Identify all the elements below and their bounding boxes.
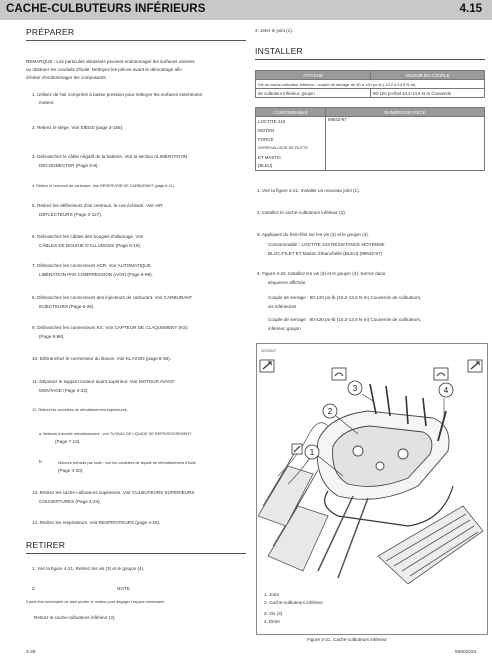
torque-icon <box>434 368 448 380</box>
torque-spec: Couple de serrage : 90-120 po-lb (10,2-13,6 N·m) Couvercle de culbuteurs, <box>268 295 422 300</box>
remarque-line: REMARQUE : Les particules abrasives peuvent endommager les surfaces usinées <box>26 59 195 64</box>
page-number: 4-28 <box>26 650 36 655</box>
figure-caption: Figure 4-21. Cache-culbuteurs inférieur <box>307 637 387 642</box>
step-text: 4. Retirez le réservoir de carburant. Voir RÉSERVOIR DE CARBURANT (page 6-11). <box>32 184 175 188</box>
section-rule <box>26 553 246 554</box>
document-number: 94001024 <box>455 650 477 655</box>
table-cell: FORCE <box>256 135 326 144</box>
section-title-installer: INSTALLER <box>255 46 303 56</box>
step-text: Consommable : LOCTITE 243 RÉSISTANCE MOYENNE <box>268 242 385 247</box>
step-text: 5. Retirez les déflecteurs d'air centraux, le cas échéant. Voir AIR <box>32 203 163 208</box>
table-header: NUMÉRO DE PIÈCE <box>326 108 485 117</box>
figure-code: 1170017 <box>261 348 277 353</box>
table-cell: ET MASTIC <box>256 153 326 162</box>
section-rule <box>26 40 246 41</box>
step-text: LIBÉRATION PAR COMPRESSION (ACR) (Page 6-99). <box>39 272 153 277</box>
step-text: 2. Retirez le siège. Voir SIÈGE (page 3-156). <box>32 125 124 130</box>
callout-label: 1 <box>309 448 315 457</box>
table-cell: (BLEU) <box>256 162 326 171</box>
step-text: 11. Déposez le support moteur avant supérieur. Voir MOTEUR AVANT <box>32 379 175 384</box>
tool-icon-left <box>260 360 274 372</box>
remarque-line: d'éviter d'endommager les composants. <box>26 75 107 80</box>
note-text: Il peut être nécessaire de faire pivoter le moteur pour dégager l'espace nécessaire. <box>26 600 166 604</box>
figure-legend-item: 2. Cache-culbuteurs inférieur <box>264 600 323 605</box>
table-cell: de culbuteur inférieur, goujon <box>256 89 371 98</box>
step-text: 3. Appliquez du frein-filet sur les vis (3) et le goujon (4). <box>257 232 370 237</box>
table-header: CONSOMMABLE <box>256 108 326 117</box>
consumable-table <box>255 107 485 171</box>
substep-text: a. Moteurs à double refroidissement : voir TUYAUX DE LIQUIDE DE REFROIDISSEMENT <box>39 432 192 436</box>
step-text: 9. Débranchez les connecteurs KS. Voir CAPTEUR DE CLAQUEMENT (KS) <box>32 325 188 330</box>
torque-table <box>255 70 485 98</box>
step-text: 4. Figure 4-22. Installez les vis (3) et le goujon (4). Serrez dans <box>257 271 386 276</box>
torque-spec: inférieur, goujon <box>268 326 301 331</box>
section-title-retirer: RETIRER <box>26 540 66 550</box>
step-number: 2. <box>32 586 36 591</box>
table-header: ATTACHE <box>256 71 371 80</box>
substep-text: (Page 7-13). <box>55 439 81 444</box>
table-cell: LOCTITE 243 <box>256 117 326 126</box>
table-cell: Vis du cache-culbuteur inférieur : couple de serrage de 90 à 120 po-lb ( 10,2 à 13,6 N·m), <box>256 80 485 89</box>
step-text: 1. Utilisez de l'air comprimé à basse pression pour nettoyer les surfaces extérieures <box>32 92 203 97</box>
callout-label: 2 <box>327 407 333 416</box>
substep-text: (Page 4-20). <box>58 468 84 473</box>
figure-legend-item: 3. Vis (4) <box>264 611 283 616</box>
substep-text: Moteurs refroidis par huile : voir les conduites de liquide de refroidissement d'huile <box>58 461 196 465</box>
step-text: 13. Retirez les cache-culbuteurs supérieurs. Voir CULBUTEURS SUPÉRIEURS <box>32 490 195 495</box>
figure-legend-item: 4. Étrier <box>264 619 281 624</box>
step-text: INJECTEURS (Page 6-26). <box>39 304 95 309</box>
page-section-number: 4.15 <box>459 3 482 15</box>
step-text: 12. Retirez les conduites de refroidissement supérieures. <box>32 408 128 412</box>
callout-label: 4 <box>443 386 449 395</box>
rocker-cover <box>317 411 449 499</box>
torque-spec: vis inférieures <box>268 304 297 309</box>
step-text: 6. Débranchez les câbles des bougies d'allumage. Voir <box>32 234 144 239</box>
pushrods <box>318 496 368 578</box>
step-text: COUVERTURES (Page 4-24). <box>39 499 101 504</box>
step-text: séquence affichée. <box>268 280 307 285</box>
table-cell: VERROUILLEUR DE FILETS <box>256 144 326 153</box>
step-text: DÉCONNECTER (Page 8-8). <box>39 163 99 168</box>
table-cell: 90-120 po-lbsl 10,2-13,6 N·m Couvercle <box>371 89 485 98</box>
step-text: Retirez le cache-culbuteurs inférieur (2). <box>34 615 116 620</box>
table-cell: MOYEN <box>256 126 326 135</box>
callout-3 <box>348 381 373 401</box>
substep-letter: b. <box>39 459 43 464</box>
step-text: DÉFLECTEURS (Page 3-127). <box>39 212 103 217</box>
page-title: CACHE-CULBUTEURS INFÉRIEURS <box>6 3 206 15</box>
engine-illustration <box>258 356 486 588</box>
torque-spec: Couple de serrage : 90-120 po-lb (10,2-13,6 N·m) Couvercle de culbuteurs, <box>268 317 422 322</box>
tool-icon-right <box>468 360 482 372</box>
step-text: MONTAGE (Page 4-22). <box>39 388 89 393</box>
step-text: moteur. <box>39 100 55 105</box>
step-text: BLOC-FILET ET Mastic d'étanchéité (BLEU) (99642-97) <box>268 251 383 256</box>
torque-icon <box>332 368 346 380</box>
note-label: NOTE <box>117 586 130 591</box>
table-header: VALEUR DU COUPLE <box>371 71 485 80</box>
figure-legend-item: 1. Joint <box>264 592 279 597</box>
table-cell: 99642-97 <box>326 117 485 171</box>
step-text: CÂBLES DE BOUGIE D'ALLUMAGE (Page 8-19). <box>39 243 142 248</box>
step-text: (Page 8-98). <box>39 334 65 339</box>
step-text: 1. Voir la figure 4-21. Retirez les vis (3) et le goujon (4). <box>32 566 145 571</box>
callout-label: 3 <box>352 384 358 393</box>
section-title-preparer: PRÉPARER <box>26 27 75 37</box>
step-text: 3. Débranchez le câble négatif de la batterie. Voir la section ALIMENTATION <box>32 154 188 159</box>
remarque-line: ou obstruer les conduits d'huile. Nettoyez les pièces avant le démontage afin <box>26 67 182 72</box>
step-text: 3. Jeter le joint (1). <box>255 28 294 33</box>
step-text: 2. Installez le cache-culbuteurs inférieur (2). <box>257 210 347 215</box>
step-text: 8. Débranchez les connecteurs des injecteurs de carburant. Voir CARBURANT <box>32 295 193 300</box>
wrench-icon <box>292 444 302 454</box>
step-text: 7. Débranchez les connecteurs ACR. Voir AUTOMATIQUE <box>32 263 151 268</box>
step-text: 14. Retirez les respirateurs. Voir RESPIRATEURS (page 4-26). <box>32 520 161 525</box>
step-text: 1. Voir la figure 4-21. Installer un nouveau joint (1). <box>257 188 360 193</box>
step-text: 10. Débranchez le connecteur du klaxon. Voir KLAXON (page 8-38). <box>32 356 171 361</box>
section-rule <box>255 59 485 60</box>
